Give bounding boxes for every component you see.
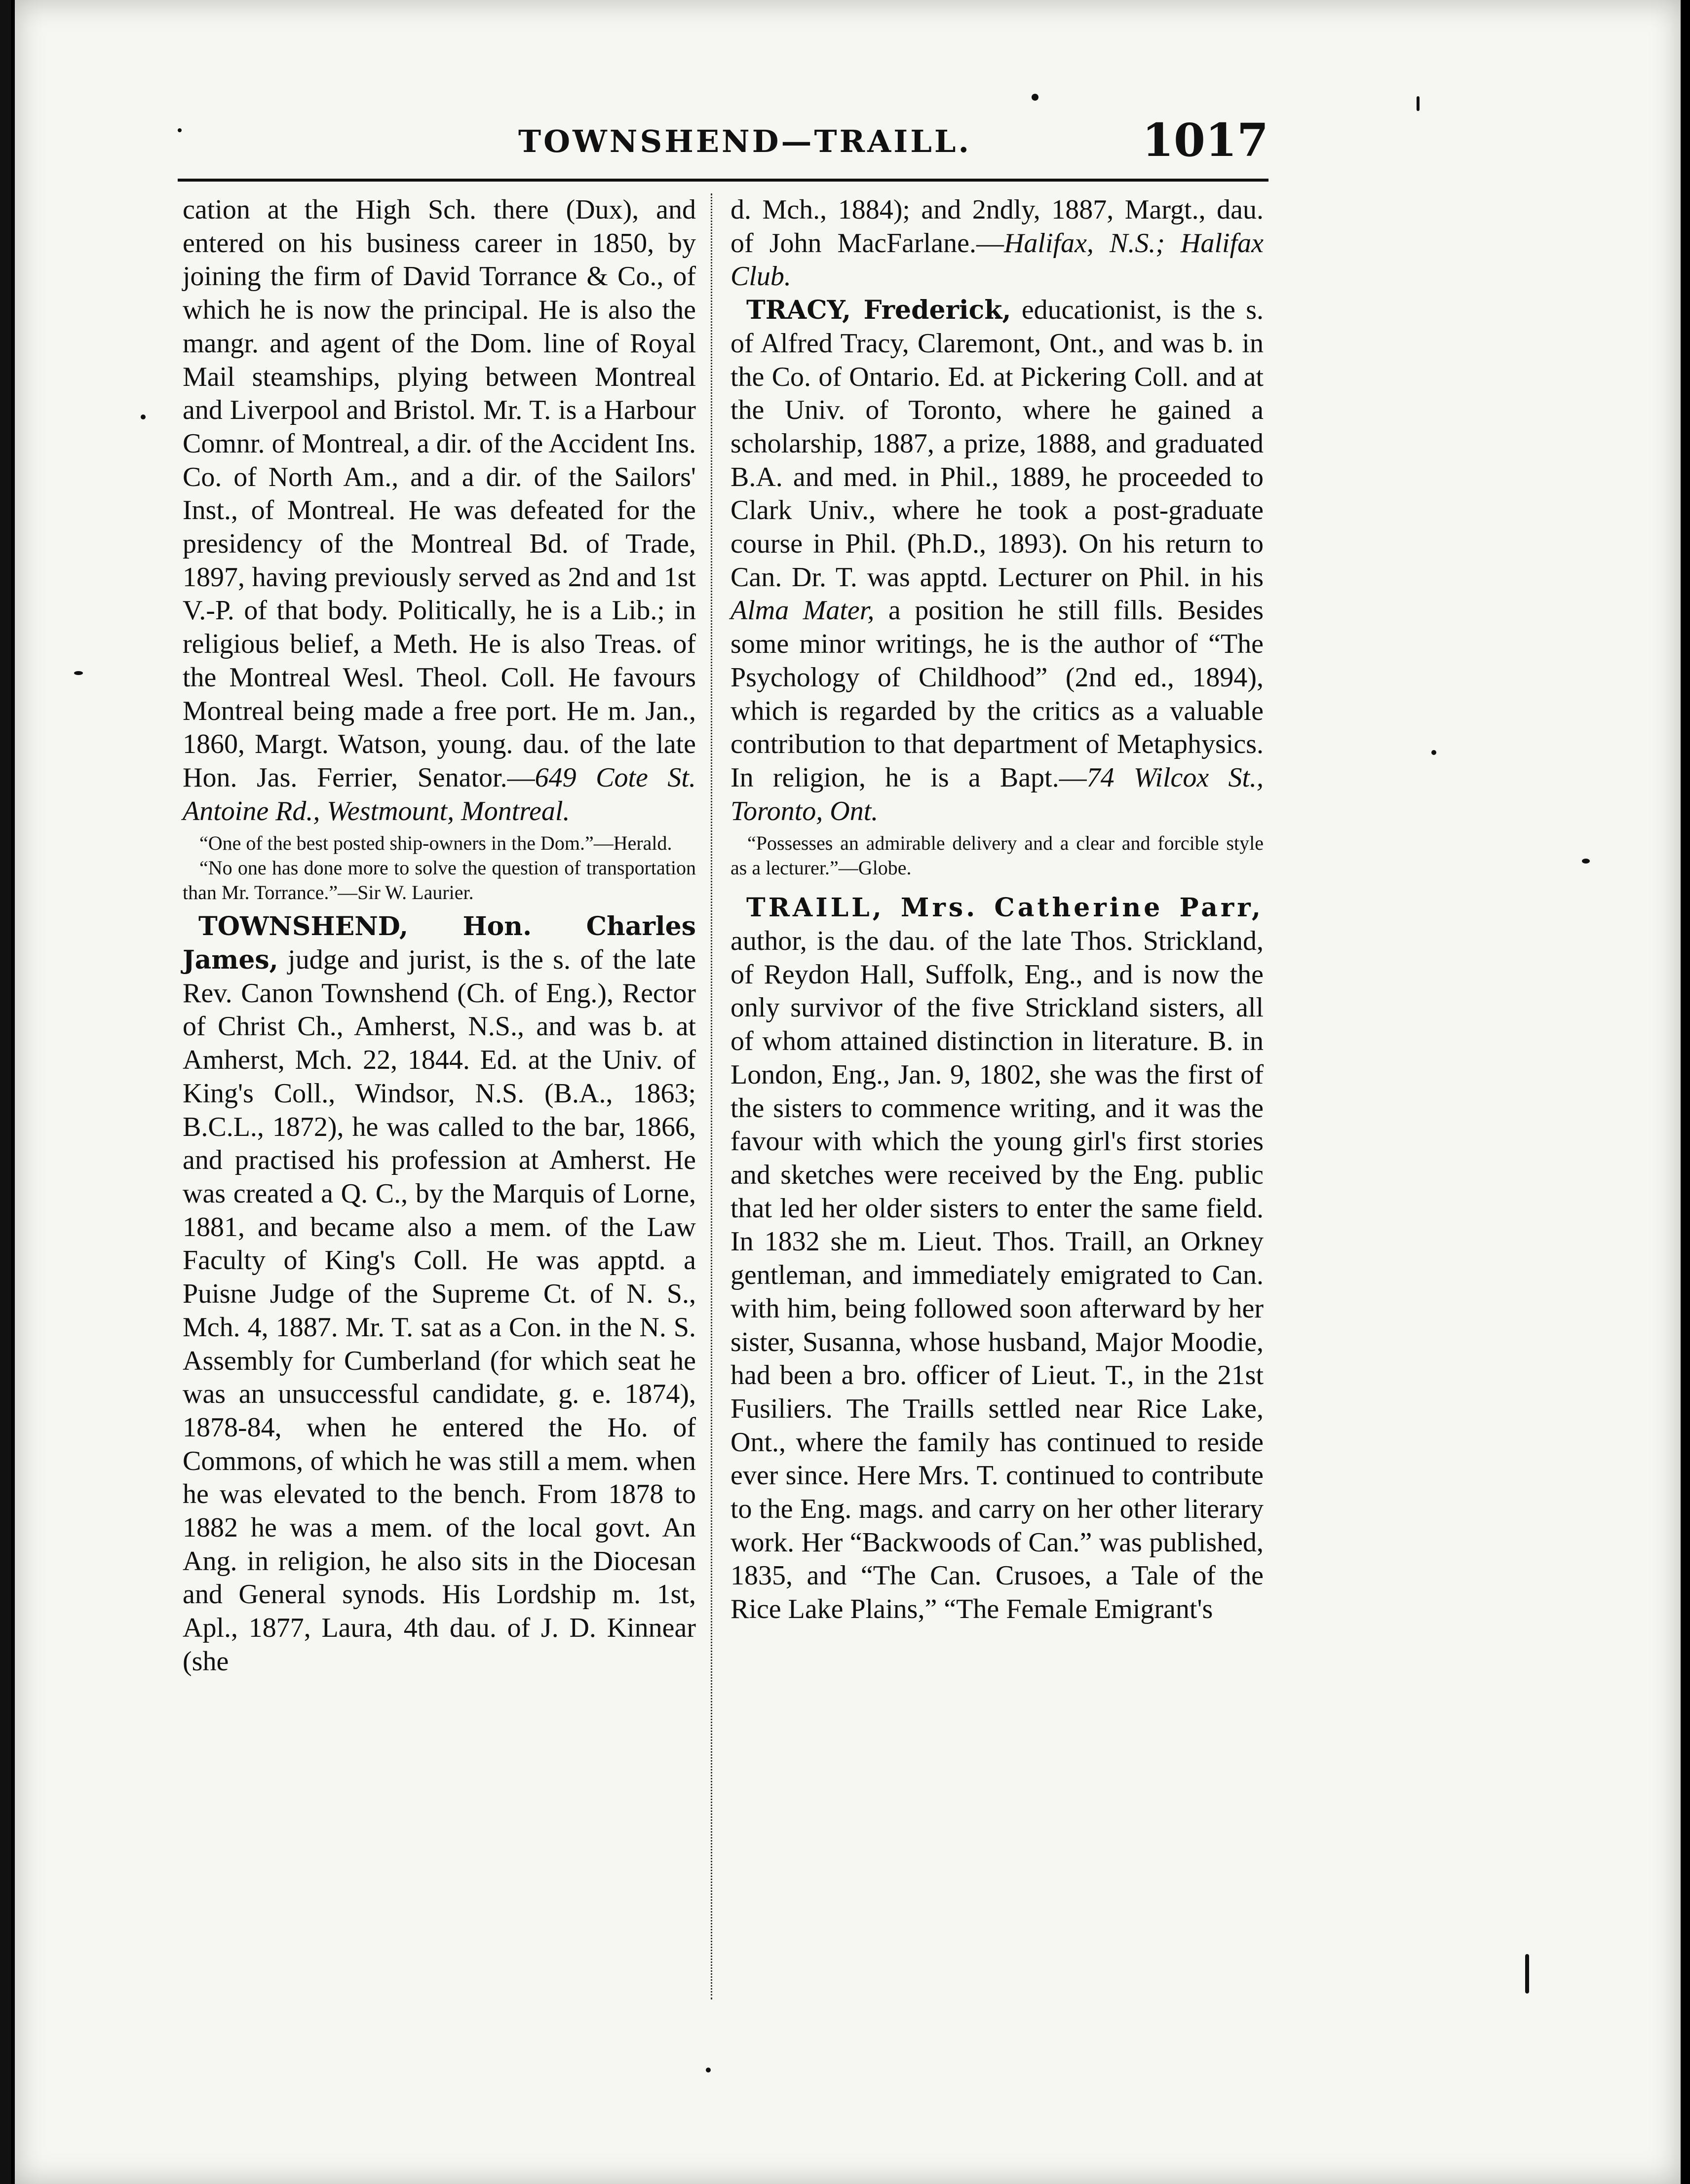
entry-townshend: [183, 910, 696, 1678]
header-rule: [178, 179, 1268, 182]
torrance-address: 649 Cote St. Antoine Rd., Westmount, Montreal.: [183, 762, 696, 827]
entry-traill: [730, 891, 1264, 1626]
entry-townshend-continued: [730, 193, 1264, 294]
scan-edge: [0, 0, 11, 2184]
running-head: TOWNSHEND—TRAILL.: [518, 123, 972, 159]
quote-globe: “Possesses an admirable delivery and a clear and forcible style as a lecturer.”—Globe.: [730, 832, 1264, 879]
left-column: [183, 193, 696, 1679]
townshend-name: TOWNSHEND, Hon. Charles James,: [183, 911, 696, 976]
quote-block-tracy: [730, 831, 1264, 880]
entry-tracy: [730, 294, 1264, 828]
townshend-text: judge and jurist, is the s. of the late Rev. Canon Townshend (Ch. of Eng.), Rector of Christ Ch., Amherst, N.S., and was b. at Amherst, Mch. 22, 1844. Ed. at the Univ. of King's Coll., Windsor, N.S. (B.A., 1863; B.C.L., 1872), he was called to the bar, 1866, and practised his profession at Amherst. He was created a Q. C., by the Marquis of Lorne, 1881, and became also a mem. of the Law Faculty of King's Coll. He was apptd. a Puisne Judge of the Supreme Ct. of N. S., Mch. 4, 1887. Mr. T. sat as a Con. in the N. S. Assembly for Cumberland (for which seat he was an unsuccessful candidate, g. e. 1874), 1878-84, when he entered the Ho. of Commons, of which he was still a mem. when he was elevated to the bench. From 1878 to 1882 he was a mem. of the local govt. An Ang. in religion, he also sits in the Diocesan and General synods. His Lordship m. 1st, Apl., 1877, Laura, 4th dau. of J. D. Kinnear (she: [183, 944, 696, 1677]
page-header: [178, 113, 1268, 168]
column-divider: [711, 193, 713, 1999]
tracy-text-continued: a position he still fills. Besides some minor writings, he is the author of “The Psychology of Childhood” (2nd ed., 1894), which is regarded by the critics as a valuable contribution to that department of Metaphysics. In religion, he is a Bapt.—: [730, 595, 1264, 793]
townshend-address: Halifax, N.S.; Halifax Club.: [730, 227, 1264, 292]
book-page: [15, 0, 1681, 2184]
traill-text: author, is the dau. of the late Thos. Strickland, of Reydon Hall, Suffolk, Eng., and is now the only survivor of the five Strickland sisters, all of whom attained distinction in literature. B. in London, Eng., Jan. 9, 1802, she was the first of the sisters to commence writing, and it was the favour with which the young girl's first stories and sketches were received by the Eng. public that led her older sisters to enter the same field. In 1832 she m. Lieut. Thos. Traill, an Orkney gentleman, and immediately emigrated to Can. with him, being followed soon afterward by her sister, Susanna, whose husband, Major Moodie, had been a bro. officer of Lieut. T., in the 21st Fusiliers. The Traills settled near Rice Lake, Ont., where the family has continued to reside ever since. Here Mrs. T. continued to contribute to the Eng. mags. and carry on her other literary work. Her “Backwoods of Can.” was published, 1835, and “The Can. Crusoes, a Tale of the Rice Lake Plains,” “The Female Emigrant's: [730, 926, 1264, 1625]
right-column: [730, 193, 1264, 1626]
tracy-address: 74 Wilcox St., Toronto, Ont.: [730, 762, 1264, 827]
tracy-alma-mater: Alma Mater,: [730, 595, 875, 626]
townshend-continued-text: d. Mch., 1884); and 2ndly, 1887, Margt., dau. of John MacFarlane.—: [730, 194, 1264, 259]
torrance-text: cation at the High Sch. there (Dux), and entered on his business career in 1850, by joining the firm of David Torrance & Co., of which he is now the principal. He is also the mangr. and agent of the Dom. line of Royal Mail steamships, plying between Montreal and Liverpool and Bristol. Mr. T. is a Harbour Comnr. of Montreal, a dir. of the Accident Ins. Co. of North Am., and a dir. of the Sailors' Inst., of Montreal. He was defeated for the presidency of the Montreal Bd. of Trade, 1897, having previously served as 2nd and 1st V.-P. of that body. Politically, he is a Lib.; in religious belief, a Meth. He is also Treas. of the Montreal Wesl. Theol. Coll. He favours Montreal being made a free port. He m. Jan., 1860, Margt. Watson, young. dau. of the late Hon. Jas. Ferrier, Senator.—: [183, 194, 696, 793]
page-number: 1017: [1142, 113, 1268, 167]
tracy-text: educationist, is the s. of Alfred Tracy, Claremont, Ont., and was b. in the Co. of Ontario. Ed. at Pickering Coll. and at the Univ. of Toronto, where he gained a scholarship, 1887, a prize, 1888, and graduated B.A. and med. in Phil., 1889, he proceeded to Clark Univ., where he took a post-graduate course in Phil. (Ph.D., 1893). On his return to Can. Dr. T. was apptd. Lecturer on Phil. in his: [730, 295, 1264, 593]
quote-block-torrance: [183, 831, 696, 905]
quote-herald: “One of the best posted ship-owners in the Dom.”—Herald.: [199, 832, 672, 855]
traill-name: TRAILL, Mrs. Catherine Parr,: [746, 893, 1264, 923]
tracy-name: TRACY, Frederick,: [746, 295, 1011, 326]
quote-laurier: “No one has done more to solve the question of transportation than Mr. Torrance.”—Sir W. Laurier.: [183, 857, 696, 904]
entry-torrance-continued: [183, 193, 696, 828]
